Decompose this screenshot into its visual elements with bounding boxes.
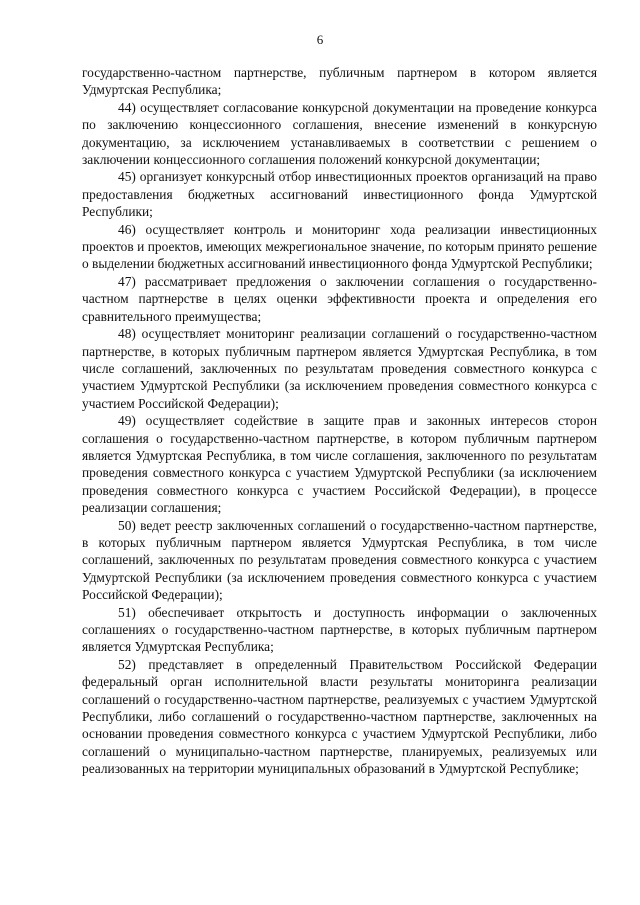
paragraph-item-48: 48) осуществляет мониторинг реализации соглашений о государственно-частном партнерстве, в которых публичным партнером является Удмуртская Республика, в том числе соглашений, заключенных по результатам проведения совместного конкурса с участием Удмуртской Республики (за исключением проведения совместного конкурса с участием Российской Федерации); (82, 326, 597, 411)
paragraph-item-47: 47) рассматривает предложения о заключении соглашения о государственно-частном партнерстве в целях оценки эффективности проекта и определения его сравнительного преимущества; (82, 273, 597, 324)
paragraph-item-50: 50) ведет реестр заключенных соглашений о государственно-частном партнерстве, в которых публичным партнером является Удмуртская Республика, в том числе соглашений, заключенных по результатам проведения совместного конкурса с участием Удмуртской Республики (за исключением проведения совместного конкурса с участием Российской Федерации); (82, 517, 597, 603)
paragraph-item-51: 51) обеспечивает открытость и доступность информации о заключенных соглашениях о государственно-частном партнерстве, в которых публичным партнером является Удмуртская Республика; (82, 604, 597, 655)
paragraph-item-45: 45) организует конкурсный отбор инвестиционных проектов организаций на право предоставления бюджетных ассигнований инвестиционного фонда Удмуртской Республики; (82, 169, 597, 220)
paragraph-item-52: 52) представляет в определенный Правительством Российской Федерации федеральный орган исполнительной власти результаты мониторинга реализации соглашений о государственно-частном партнерстве, реализуемых с участием Удмуртской Республики, либо соглашений о государственно-частном партнерстве, заключенных на основании проведения совместного конкурса с участием Удмуртской Республики, либо соглашений о муниципально-частном партнерстве, планируемых, реализуемых или реализованных на территории муниципальных образований в Удмуртской Республике; (82, 656, 597, 777)
page-number: 6 (316, 32, 324, 47)
paragraph-item-46: 46) осуществляет контроль и мониторинг хода реализации инвестиционных проектов и проектов, имеющих межрегиональное значение, по которым принято решение о выделении бюджетных ассигнований инвестиционного фонда Удмуртской Республики; (82, 221, 597, 272)
paragraph-item-44: 44) осуществляет согласование конкурсной документации на проведение конкурса по заключению концессионного соглашения, внесение изменений в конкурсную документацию, за исключением устанавливаемых в соответствии с решением о заключении концессионного соглашения положений конкурсной документации; (82, 99, 597, 168)
paragraph-item-49: 49) осуществляет содействие в защите прав и законных интересов сторон соглашения о государственно-частном партнерстве, в котором публичным партнером является Удмуртская Республика, в том числе соглашения, заключенного по результатам проведения совместного конкурса с участием Удмуртской Республики (за исключением проведения совместного конкурса с участием Российской Федерации), в процессе реализации соглашения; (82, 413, 597, 516)
paragraph-continuation: государственно-частном партнерстве, публичным партнером в котором является Удмуртская Республика; (82, 65, 597, 98)
document-body (82, 64, 597, 778)
